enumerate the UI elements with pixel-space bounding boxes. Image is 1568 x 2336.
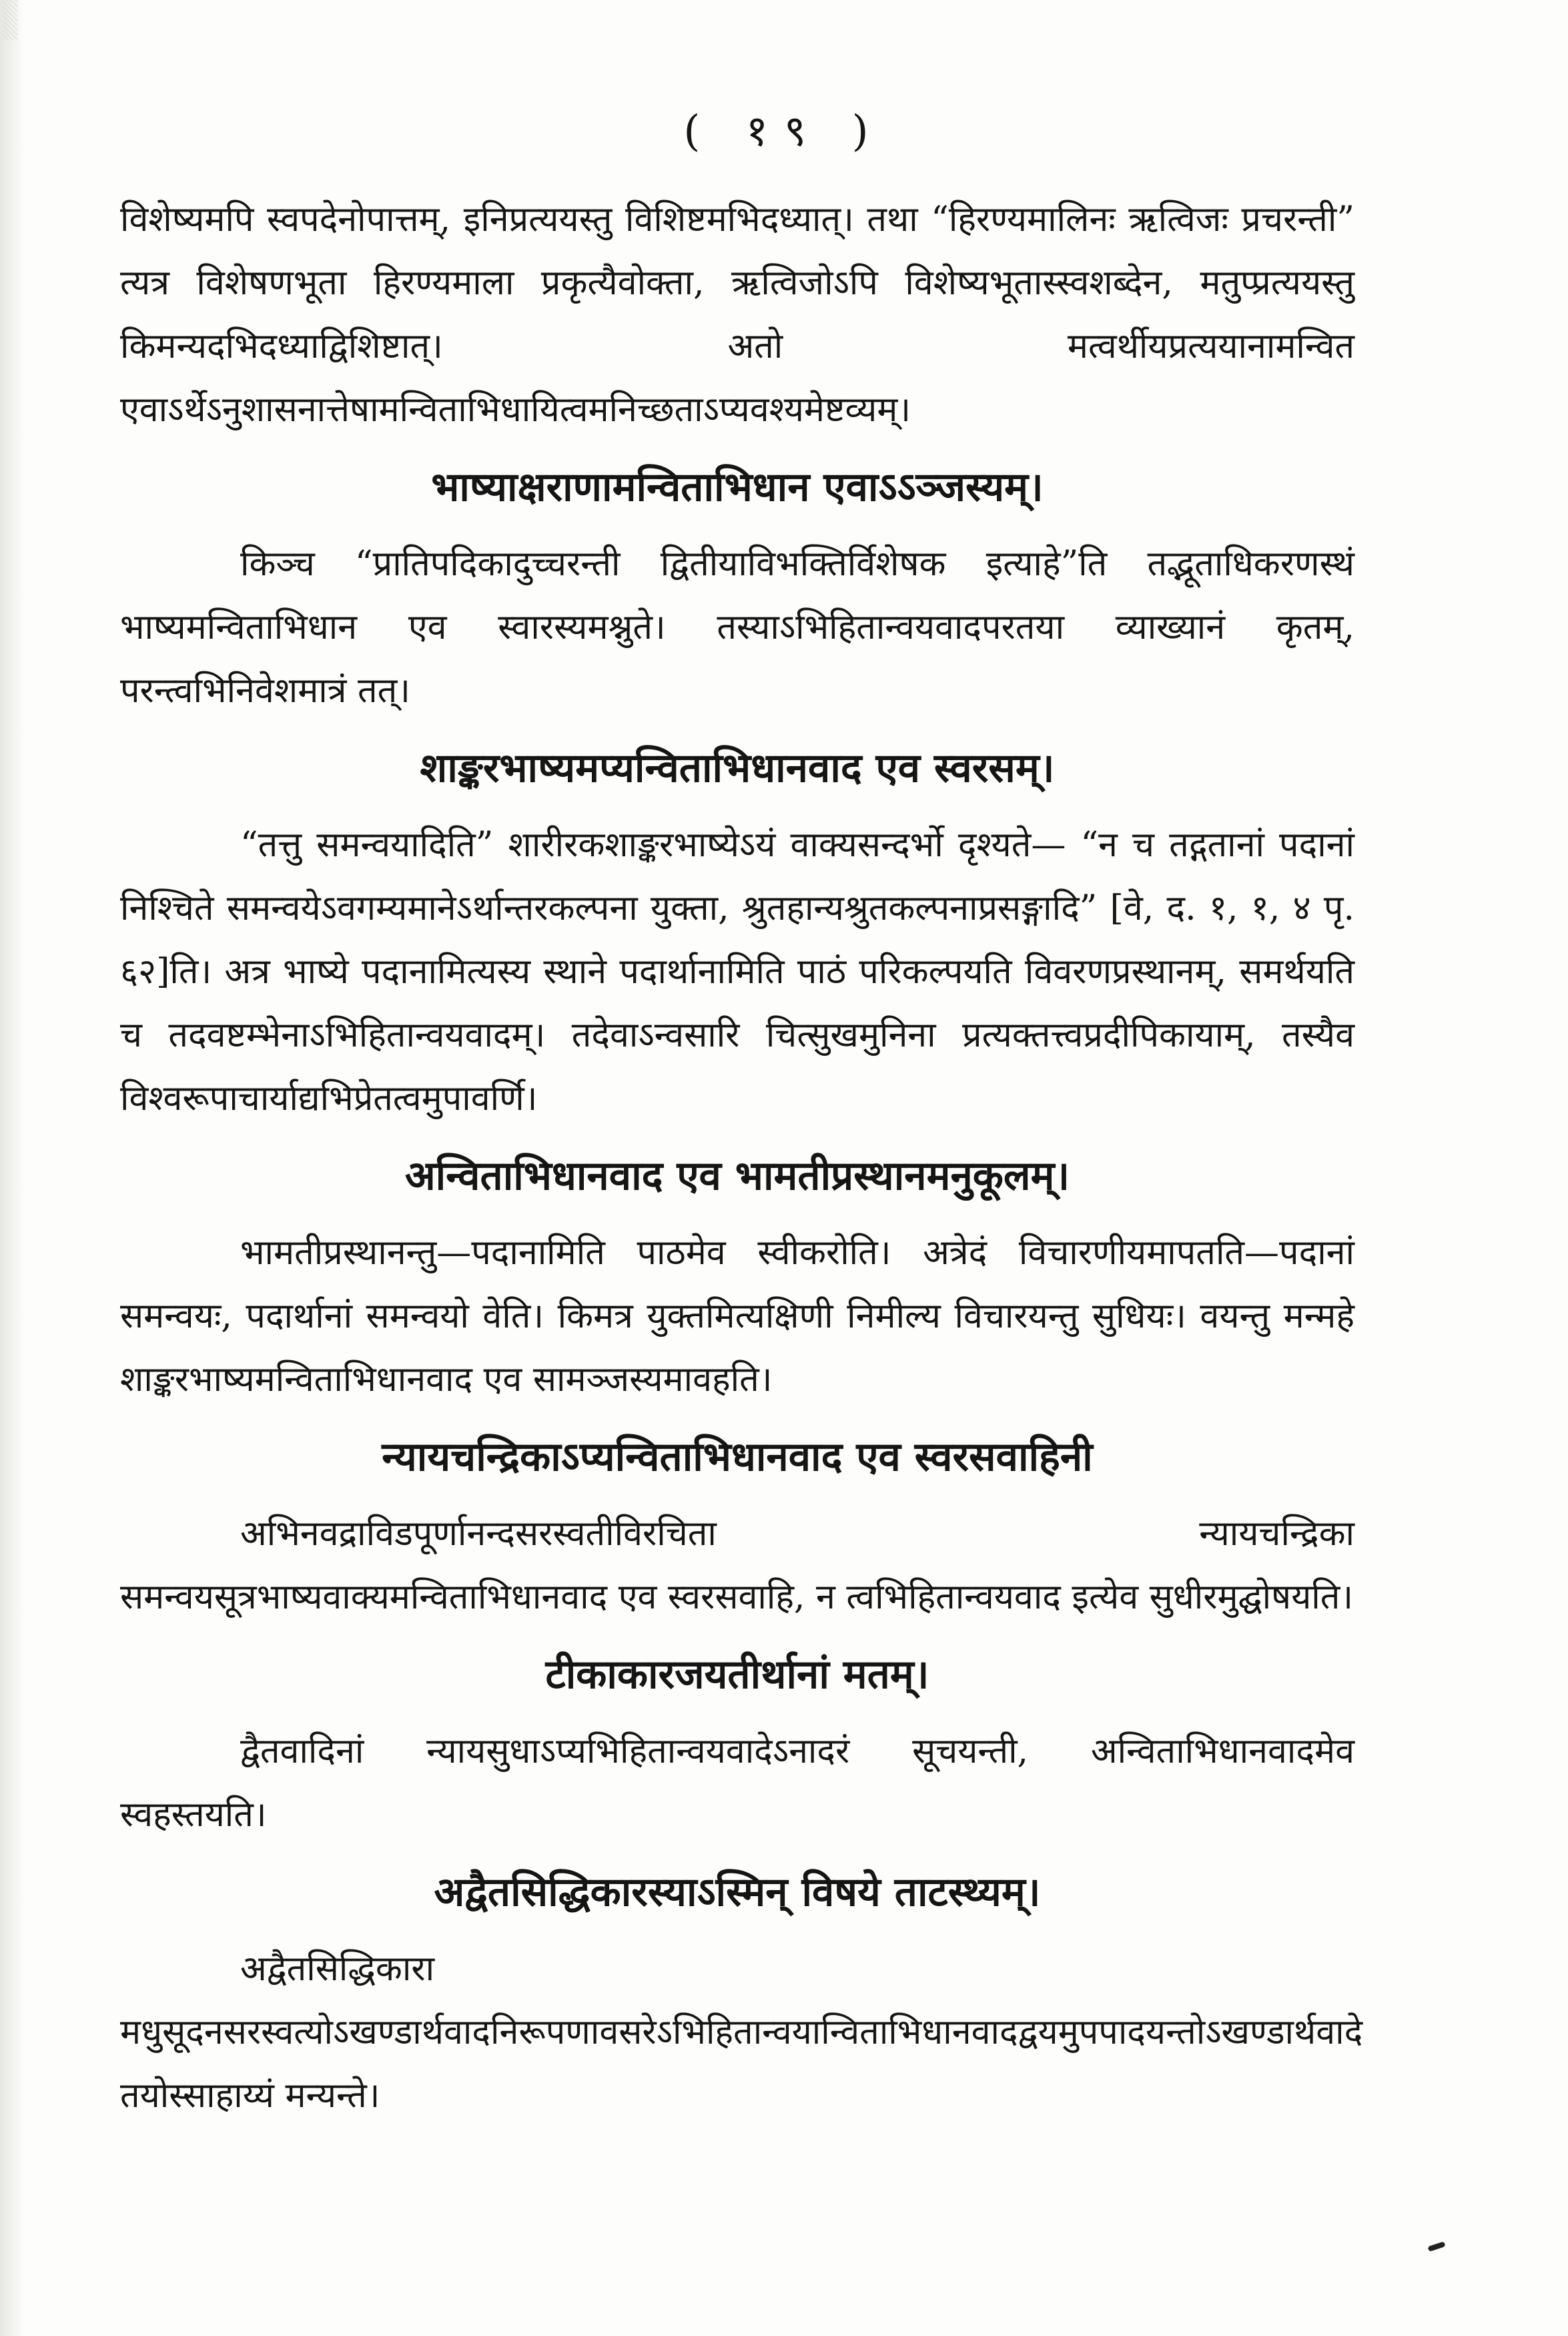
section-heading-shankara-bhashya: शाङ्करभाष्यमप्यन्विताभिधानवाद एव स्वरसम्। bbox=[420, 745, 1055, 792]
page-number: ( १९ ) bbox=[683, 107, 885, 156]
paragraph-intro: विशेष्यमपि स्वपदेनोपात्तम्, इनिप्रत्ययस्तु विशिष्टमभिदध्यात्। तथा “हिरण्यमालिनः ऋत्विजः प्रचरन्ती” त्यत्र विशेषणभूता हिरण्यमाला प्रकृत्यैवोक्ता, ऋत्विजोऽपि विशेष्यभूतास्स्वशब्देन, मतुप्प्रत्ययस्तु किमन्यदभिदध्याद्विशिष्टात्। अतो मत्वर्थीयप्रत्ययानामन्वित एवाऽर्थेऽनुशासनात्तेषामन्विताभिधायित्वमनिच्छताऽप्यवश्यमेष्टव्यम्। bbox=[120, 200, 1354, 430]
scan-corner-noise bbox=[3, 0, 17, 40]
section-heading-tikakara: टीकाकारजयतीर्थानां मतम्। bbox=[545, 1651, 929, 1698]
section-heading-bhamati: अन्विताभिधानवाद एव भामतीप्रस्थानमनुकूलम्। bbox=[404, 1153, 1070, 1199]
paragraph-nyaya-chandrika: अभिनवद्राविडपूर्णानन्दसरस्वतीविरचिता न्यायचन्द्रिका समन्वयसूत्रभाष्यवाक्यमन्विताभिधानवाद एव स्वरसवाहि, न त्वभिहितान्वयवाद इत्येव सुधीरमुद्घोषयति। bbox=[120, 1514, 1354, 1617]
paragraph-bhashya-akshara: किञ्च “प्रातिपदिकादुच्चरन्ती द्वितीयाविभक्तिर्विशेषक इत्याहे”ति तद्भूताधिकरणस्थं भाष्यमन्विताभिधान एव स्वारस्यमश्नुते। तस्याऽभिहितान्वयवादपरतया व्याख्यानं कृतम्, परन्त्वभिनिवेशमात्रं तत्। bbox=[120, 544, 1354, 711]
paragraph-shankara-bhashya: “तत्तु समन्वयादिति” शारीरकशाङ्करभाष्येऽयं वाक्यसन्दर्भो दृश्यते— “न च तद्गतानां पदानां निश्चिते समन्वयेऽवगम्यमानेऽर्थान्तरकल्पना युक्ता, श्रुतहान्यश्रुतकल्पनाप्रसङ्गादि” [वे, द. १, १, ४ पृ. ६२]ति। अत्र भाष्ये पदानामित्यस्य स्थाने पदार्थानामिति पाठं परिकल्पयति विवरणप्रस्थानम्, समर्थयति च तदवष्टम्भेनाऽभिहितान्वयवादम्। तदेवाऽन्वसारि चित्सुखमुनिना प्रत्यक्तत्त्वप्रदीपिकायाम्, तस्यैव विश्वरूपाचार्याद्यभिप्रेतत्वमुपावर्णि। bbox=[120, 825, 1355, 1119]
paragraph-tikakara: द्वैतवादिनां न्यायसुधाऽप्यभिहितान्वयवादेऽनादरं सूचयन्ती, अन्विताभिधानवादमेव स्वहस्तयति। bbox=[120, 1731, 1354, 1835]
section-heading-advaita-siddhi: अद्वैतसिद्धिकारस्याऽस्मिन् विषये ताटस्थ्यम्। bbox=[434, 1869, 1041, 1916]
scan-edge-shadow bbox=[0, 0, 24, 2336]
section-heading-bhashya-akshara: भाष्याक्षराणामन्विताभिधान एवाऽऽञ्जस्यम्। bbox=[431, 464, 1044, 511]
page-body bbox=[120, 188, 1363, 2128]
ink-mark bbox=[1427, 2241, 1445, 2252]
section-heading-nyaya-chandrika: न्यायचन्द्रिकाऽप्यन्विताभिधानवाद एव स्वरसवाहिनी bbox=[382, 1434, 1093, 1480]
paragraph-bhamati: भामतीप्रस्थानन्तु—पदानामिति पाठमेव स्वीकरोति। अत्रेदं विचारणीयमापतति—पदानां समन्वयः, पदार्थानां समन्वयो वेति। किमत्र युक्तमित्यक्षिणी निमील्य विचारयन्तु सुधियः। वयन्तु मन्महे शाङ्करभाष्यमन्विताभिधानवाद एव सामञ्जस्यमावहति। bbox=[120, 1233, 1354, 1400]
paragraph-advaita-siddhi: अद्वैतसिद्धिकारा मधुसूदनसरस्वत्योऽखण्डार्थवादनिरूपणावसरेऽभिहितान्वयान्विताभिधानवादद्वयमुपपादयन्तोऽखण्डार्थवादे तयोस्साहाय्यं मन्यन्ते। bbox=[120, 1949, 1363, 2116]
